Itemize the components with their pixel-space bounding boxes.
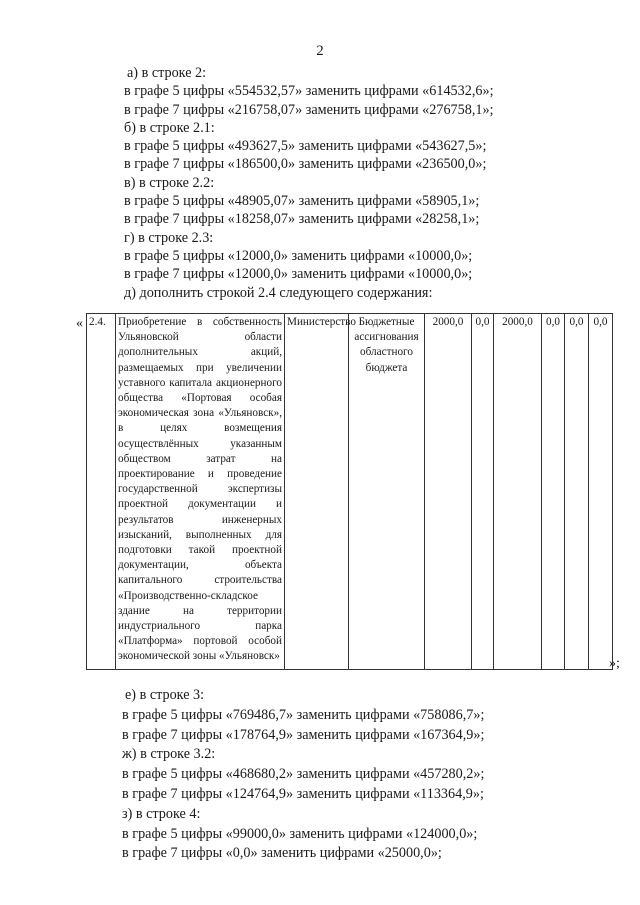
table-row <box>87 314 613 670</box>
amendment-line: в графе 7 цифры «124764,9» заменить цифрами «113364,9»; <box>122 785 484 802</box>
amendment-line: в графе 5 цифры «12000,0» заменить цифрами «10000,0»; <box>124 247 473 264</box>
amendment-line: в графе 5 цифры «554532,57» заменить цифрами «614532,6»; <box>124 83 494 100</box>
value-cell: 0,0 <box>589 314 613 670</box>
amendment-line: в графе 7 цифры «178764,9» заменить цифрами «167364,9»; <box>122 726 485 743</box>
row-number: 2.4. <box>87 314 116 670</box>
amendment-line: в графе 5 цифры «48905,07» заменить цифрами «58905,1»; <box>124 193 480 210</box>
amendment-line: в графе 7 цифры «186500,0» заменить цифрами «236500,0»; <box>124 156 487 173</box>
value-cell: 0,0 <box>472 314 494 670</box>
value-cell: 2000,0 <box>494 314 542 670</box>
page-number: 2 <box>316 43 324 59</box>
row-funding-source: Бюджетные ассигнования областного бюджета <box>349 314 425 670</box>
amendment-line: в графе 7 цифры «12000,0» заменить цифрами «10000,0»; <box>124 266 473 283</box>
amendments-bottom <box>122 686 484 864</box>
amendment-line: г) в строке 2.3: <box>124 229 214 246</box>
close-quote: »; <box>609 656 620 671</box>
value-cell: 0,0 <box>565 314 589 670</box>
amendment-line: б) в строке 2.1: <box>124 119 215 136</box>
amendment-line: в) в строке 2.2: <box>124 174 215 191</box>
amendment-line: ж) в строке 3.2: <box>122 746 216 763</box>
amendment-line: в графе 5 цифры «468680,2» заменить цифрами «457280,2»; <box>122 766 485 783</box>
amendment-line: в графе 7 цифры «0,0» заменить цифрами «25000,0»; <box>122 845 442 862</box>
amendment-line: в графе 5 цифры «99000,0» заменить цифрами «124000,0»; <box>122 825 478 842</box>
amendment-line: д) дополнить строкой 2.4 следующего содержания: <box>124 284 433 301</box>
row-description: Приобретение в собственность Ульяновской области дополнительных акций, размещаемых при увеличении уставного капитала акционерного общества «Портовая особая экономическая зона «Ульяновск», в целях возмещения осуществлённых указанным обществом затрат на проектирование и проведение государственной экспертизы проектной документации и результатов инженерных изысканий, выполненных для подготовки такой проектной документации, объекта капитального строительства «Производственно-складское здание на территории индустриального парка «Платформа» портовой особой экономической зоны «Ульяновск» <box>116 314 285 670</box>
open-quote: « <box>76 316 83 331</box>
amendment-line: в графе 7 цифры «216758,07» заменить цифрами «276758,1»; <box>124 101 494 118</box>
amendment-line: в графе 5 цифры «769486,7» заменить цифрами «758086,7»; <box>122 706 485 723</box>
amendment-line: а) в строке 2: <box>127 65 207 81</box>
amendments-top <box>124 64 494 302</box>
amendment-line: з) в строке 4: <box>122 805 201 822</box>
amendment-line: в графе 5 цифры «493627,5» заменить цифрами «543627,5»; <box>124 138 487 155</box>
amendment-line: е) в строке 3: <box>125 687 205 703</box>
value-cell: 2000,0 <box>425 314 472 670</box>
amendment-line: в графе 7 цифры «18258,07» заменить цифрами «28258,1»; <box>124 211 480 228</box>
value-cell: 0,0 <box>542 314 565 670</box>
row-executor: Министерство <box>285 314 349 670</box>
inserted-row-table <box>86 313 613 670</box>
